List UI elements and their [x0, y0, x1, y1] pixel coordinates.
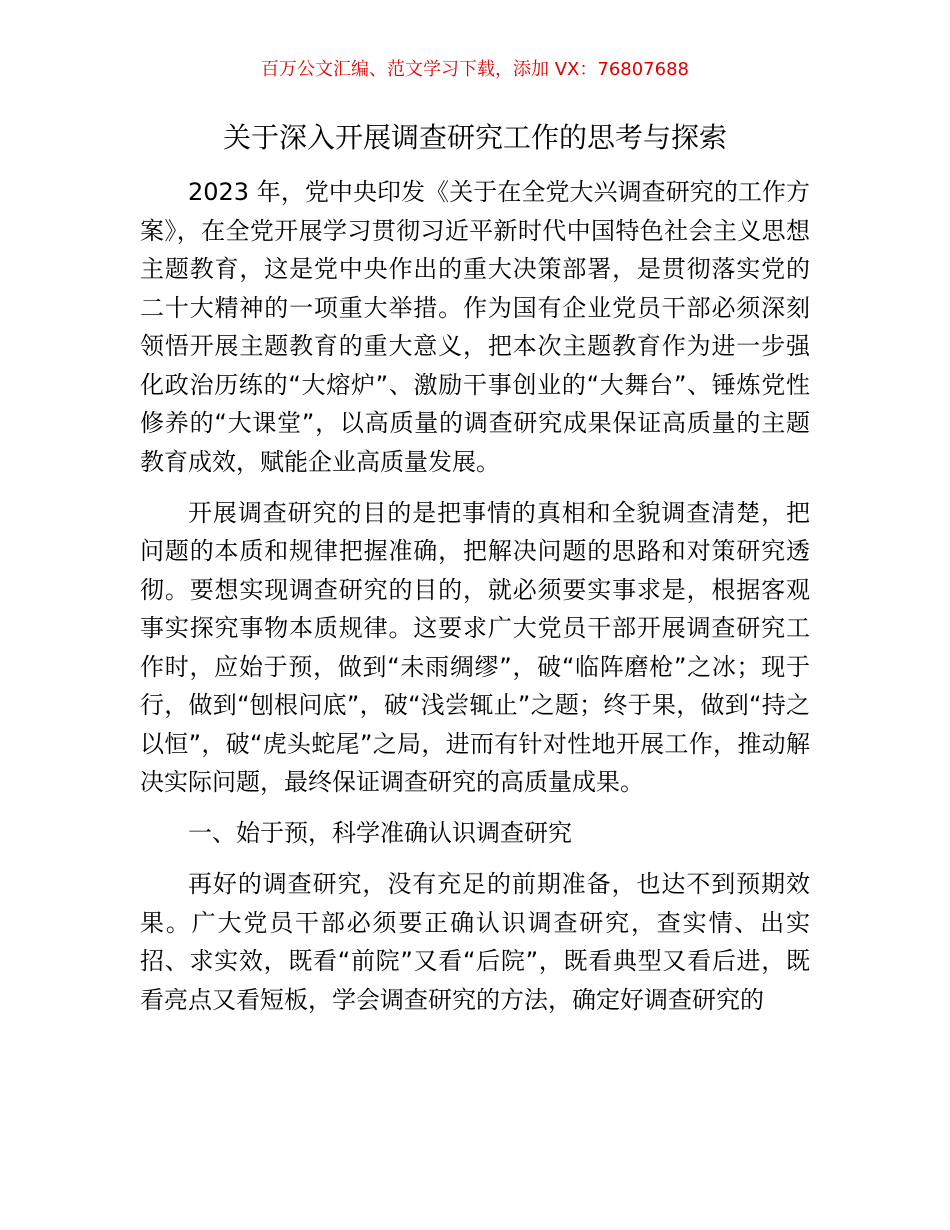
paragraph-purpose: 开展调查研究的目的是把事情的真相和全貌调查清楚，把问题的本质和规律把握准确，把解决问题的思路和对策研究透彻。要想实现调查研究的目的，就必须要实事求是，根据客观事实探究事物本质规律。这要求广大党员干部开展调查研究工作时，应始于预，做到“未雨绸缪”，破“临阵磨枪”之冰；现于行，做到“刨根问底”，破“浅尝辄止”之题；终于果，做到“持之以恒”，破“虎头蛇尾”之局，进而有针对性地开展工作，推动解决实际问题，最终保证调查研究的高质量成果。 — [140, 498, 810, 796]
watermark-banner: 百万公文汇编、范文学习下载，添加 VX：76807688 — [261, 59, 689, 80]
document-title: 关于深入开展调查研究工作的思考与探索 — [222, 121, 727, 154]
paragraph-intro: 2023 年，党中央印发《关于在全党大兴调查研究的工作方案》，在全党开展学习贯彻习近平新时代中国特色社会主义思想主题教育，这是党中央作出的重大决策部署，是贯彻落实党的二十大精神的一项重大举措。作为国有企业党员干部必须深刻领悟开展主题教育的重大意义，把本次主题教育作为进一步强化政治历练的“大熔炉”、激励干事创业的“大舞台”、锤炼党性修养的“大课堂”，以高质量的调查研究成果保证高质量的主题教育成效，赋能企业高质量发展。 — [140, 178, 810, 476]
paragraph-section-one: 再好的调查研究，没有充足的前期准备，也达不到预期效果。广大党员干部必须要正确认识调查研究，查实情、出实招、求实效，既看“前院”又看“后院”，既看典型又看后进，既看亮点又看短板，学会调查研究的方法，确定好调查研究的 — [140, 870, 810, 1014]
document-body — [140, 173, 810, 1032]
section-heading: 一、始于预，科学准确认识调查研究 — [188, 819, 572, 847]
